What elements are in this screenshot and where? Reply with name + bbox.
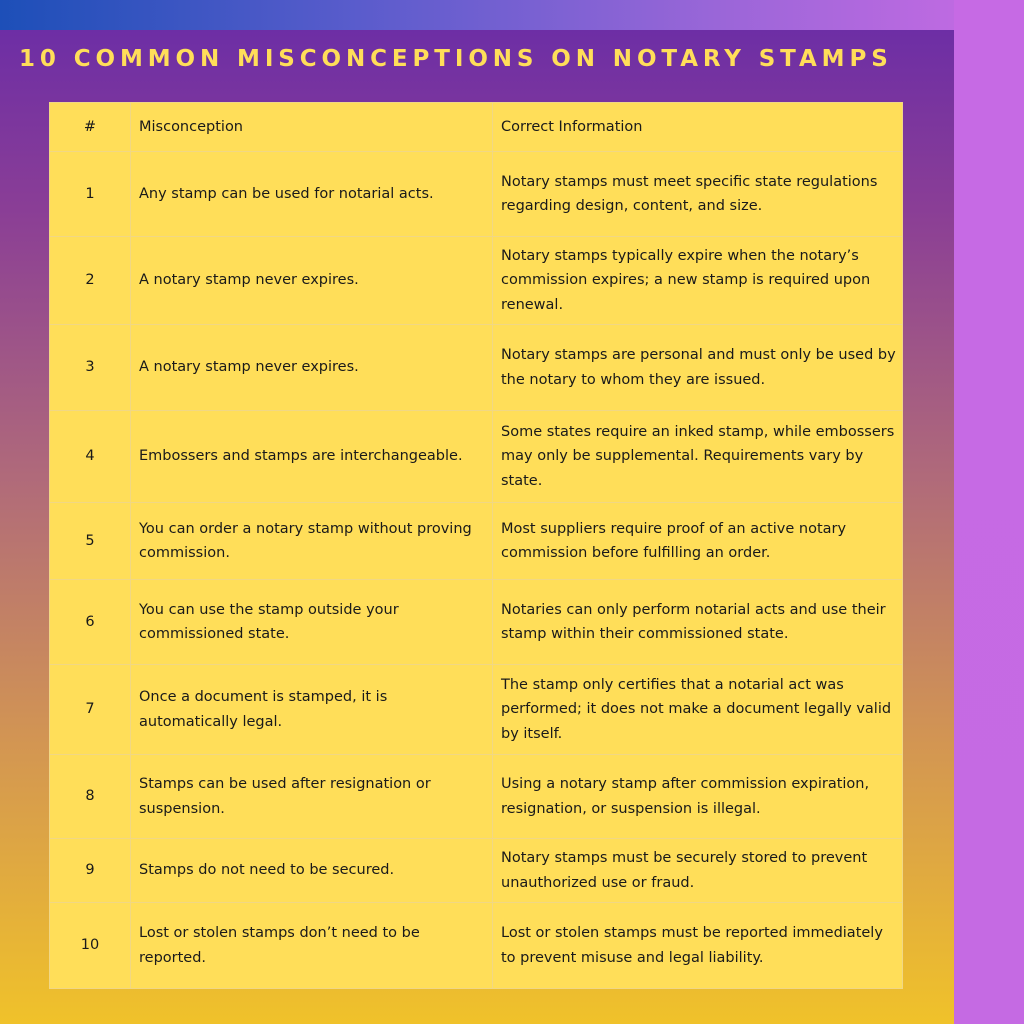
- row-number: 8: [50, 755, 131, 839]
- correct-information-cell: Notary stamps typically expire when the notary’s commission expires; a new stamp is required upon renewal.: [493, 237, 903, 325]
- right-decorative-strip: [954, 0, 1024, 1024]
- correct-information-cell: Notaries can only perform notarial acts and use their stamp within their commissioned state.: [493, 580, 903, 665]
- row-number: 9: [50, 839, 131, 903]
- misconception-cell: Any stamp can be used for notarial acts.: [131, 152, 493, 237]
- table-row: [50, 411, 903, 503]
- row-number: 10: [50, 903, 131, 989]
- misconception-cell: Stamps do not need to be secured.: [131, 839, 493, 903]
- misconception-cell: A notary stamp never expires.: [131, 237, 493, 325]
- table-row: [50, 665, 903, 755]
- table-row: [50, 755, 903, 839]
- correct-information-cell: The stamp only certifies that a notarial act was performed; it does not make a document legally valid by itself.: [493, 665, 903, 755]
- correct-information-cell: Some states require an inked stamp, while embossers may only be supplemental. Requirements vary by state.: [493, 411, 903, 503]
- row-number: 1: [50, 152, 131, 237]
- correct-information-cell: Notary stamps must be securely stored to prevent unauthorized use or fraud.: [493, 839, 903, 903]
- correct-information-cell: Most suppliers require proof of an active notary commission before fulfilling an order.: [493, 503, 903, 580]
- content-panel: [0, 30, 954, 1024]
- table-row: [50, 580, 903, 665]
- row-number: 7: [50, 665, 131, 755]
- row-number: 5: [50, 503, 131, 580]
- table-row: [50, 237, 903, 325]
- misconception-cell: You can order a notary stamp without proving commission.: [131, 503, 493, 580]
- header-number: #: [50, 103, 131, 152]
- correct-information-cell: Notary stamps are personal and must only be used by the notary to whom they are issued.: [493, 325, 903, 411]
- header-correct-information: Correct Information: [493, 103, 903, 152]
- table-row: [50, 839, 903, 903]
- row-number: 3: [50, 325, 131, 411]
- misconception-cell: Stamps can be used after resignation or suspension.: [131, 755, 493, 839]
- table-row: [50, 152, 903, 237]
- table-header-row: [50, 103, 903, 152]
- misconception-cell: You can use the stamp outside your commissioned state.: [131, 580, 493, 665]
- row-number: 2: [50, 237, 131, 325]
- page-title: 10 COMMON MISCONCEPTIONS ON NOTARY STAMPS: [19, 46, 893, 72]
- header-misconception: Misconception: [131, 103, 493, 152]
- correct-information-cell: Lost or stolen stamps must be reported immediately to prevent misuse and legal liability.: [493, 903, 903, 989]
- misconception-cell: Embossers and stamps are interchangeable.: [131, 411, 493, 503]
- misconceptions-table: [49, 102, 903, 989]
- table-row: [50, 903, 903, 989]
- correct-information-cell: Using a notary stamp after commission expiration, resignation, or suspension is illegal.: [493, 755, 903, 839]
- misconception-cell: Lost or stolen stamps don’t need to be reported.: [131, 903, 493, 989]
- misconception-cell: A notary stamp never expires.: [131, 325, 493, 411]
- table-row: [50, 325, 903, 411]
- misconception-cell: Once a document is stamped, it is automatically legal.: [131, 665, 493, 755]
- correct-information-cell: Notary stamps must meet specific state regulations regarding design, content, and size.: [493, 152, 903, 237]
- row-number: 6: [50, 580, 131, 665]
- table-row: [50, 503, 903, 580]
- row-number: 4: [50, 411, 131, 503]
